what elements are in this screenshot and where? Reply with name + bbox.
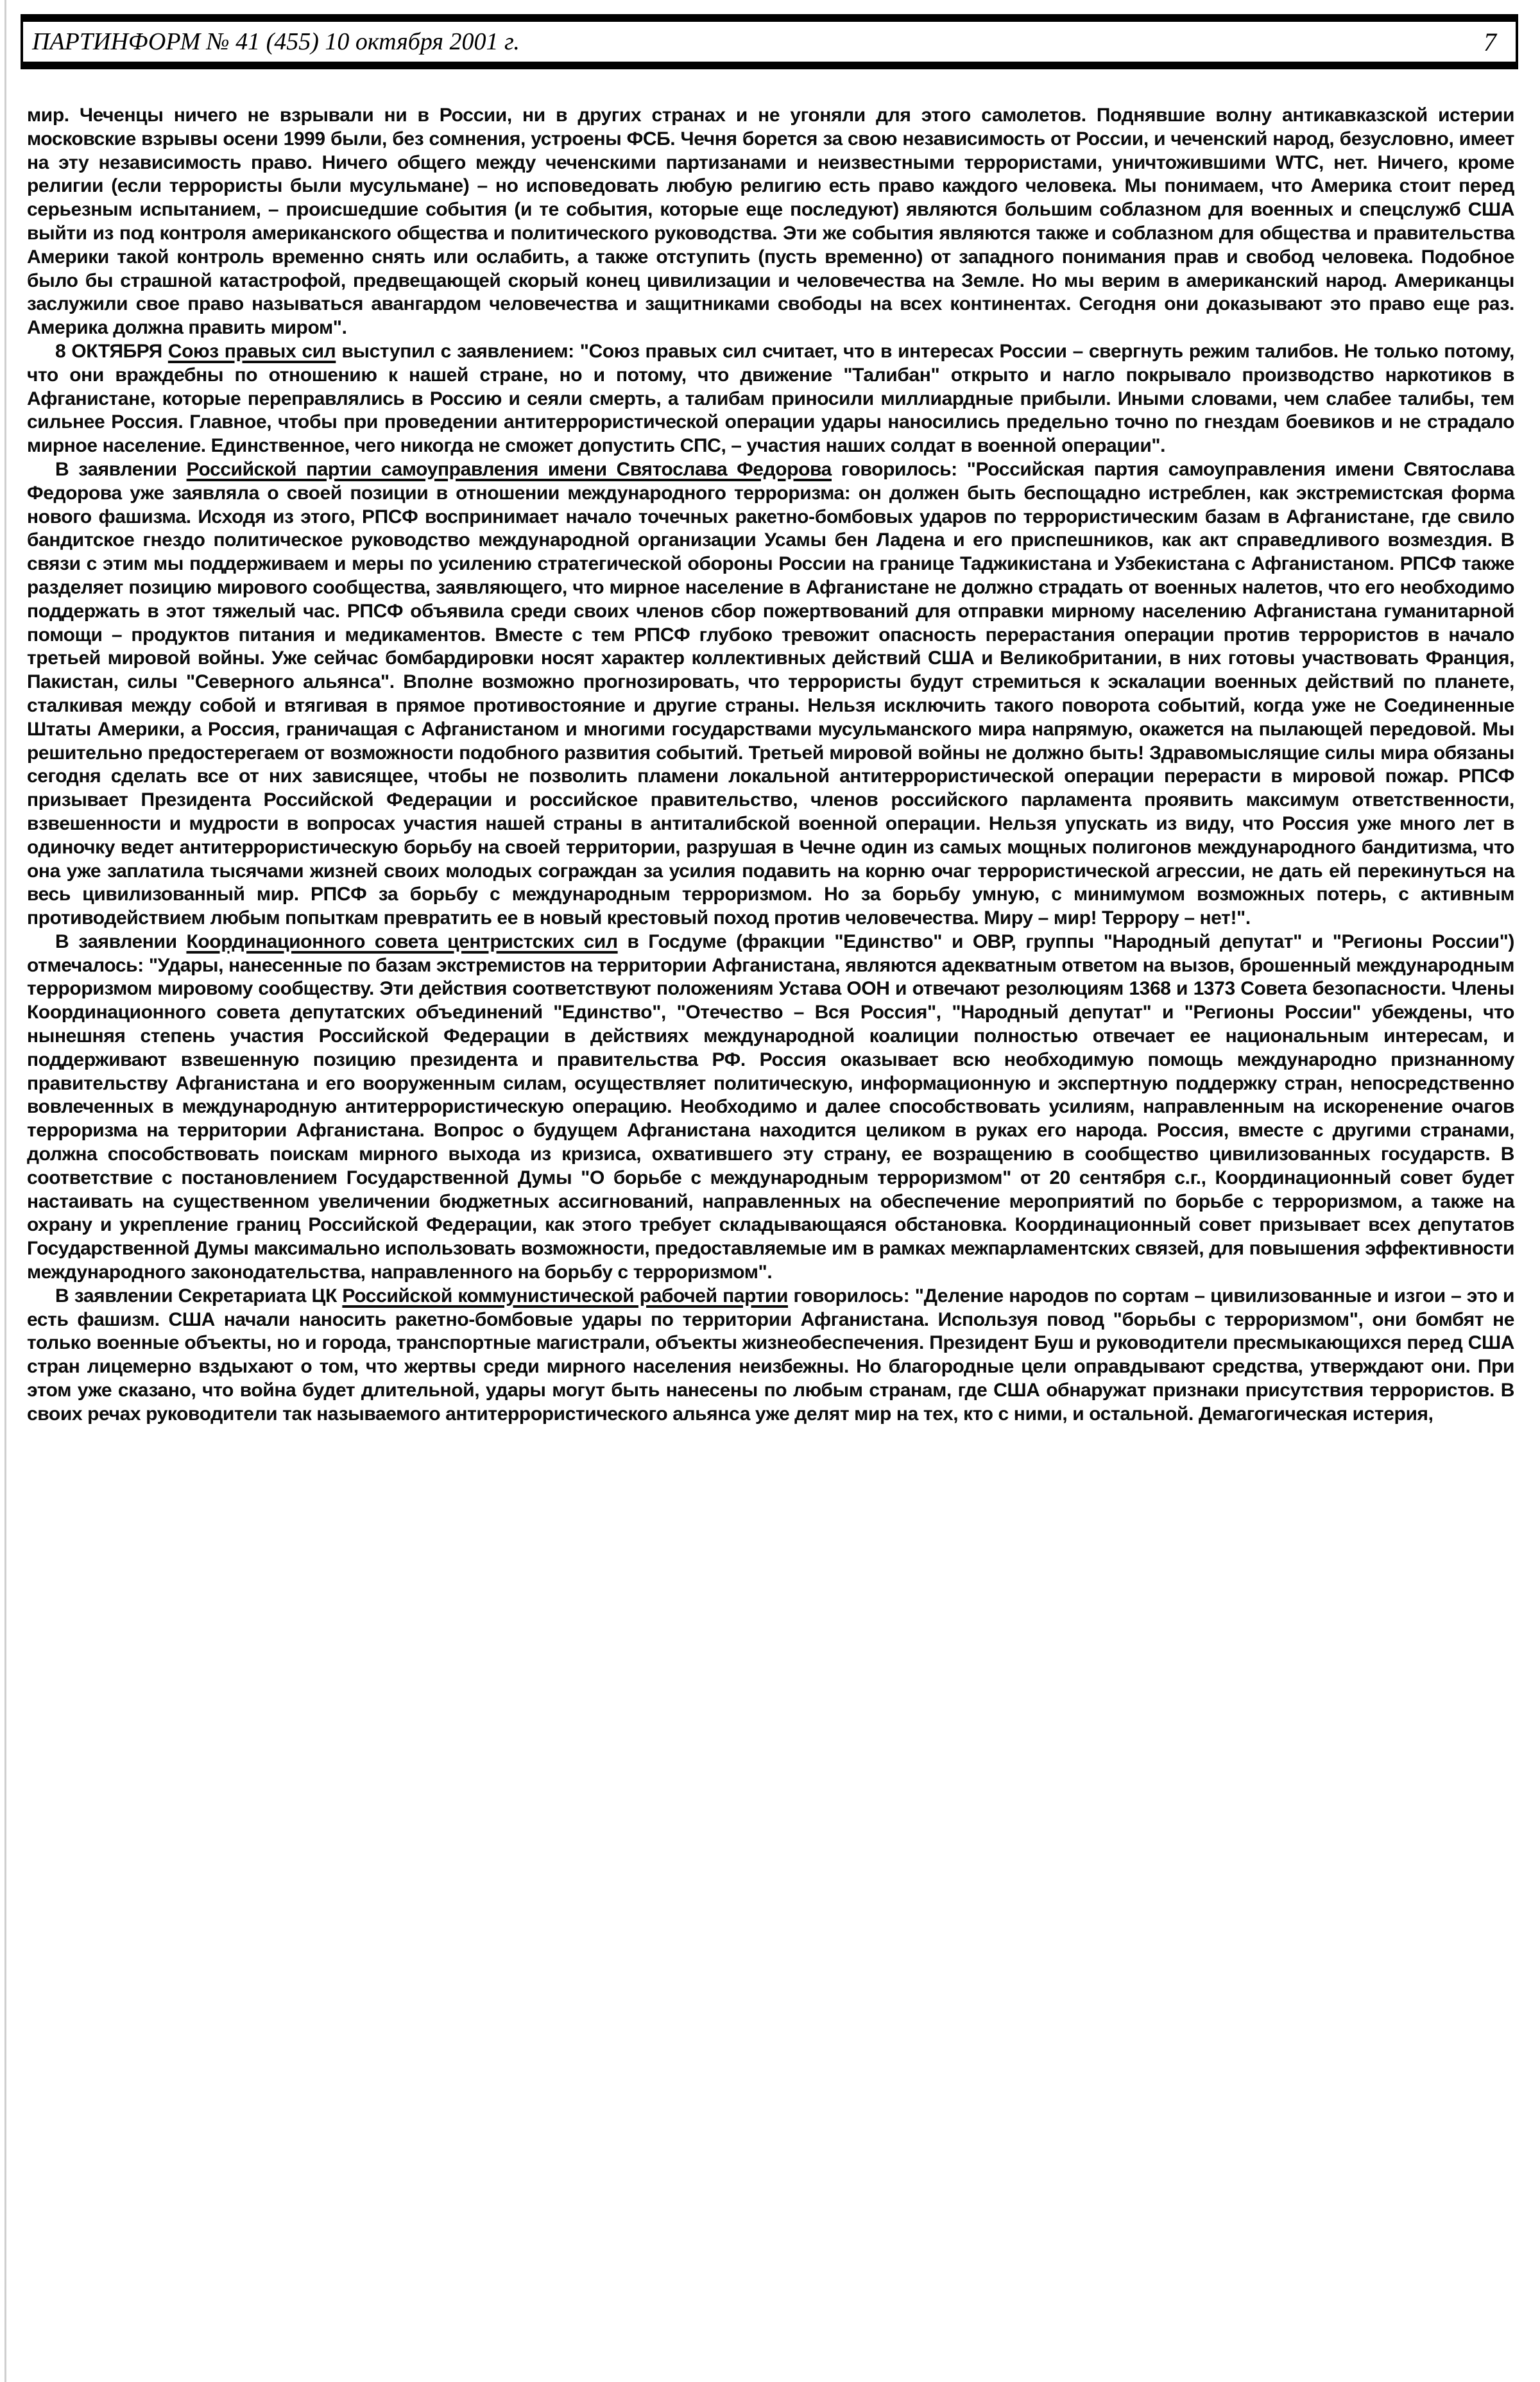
underlined-party-name: Союз правых сил [167, 340, 336, 362]
text-run: говорилось: "Российская партия самоуправления имени Святослава Федорова уже заявляла о своей позиции в отношении международного терроризма: он должен быть беспощадно истреблен, как экстремистская форма нового фашизма. Исходя из этого, РПСФ воспринимает начало точечных ракетно-бомбовых ударов по террористическим базам в Афганистане, где свило бандитское гнездо политическое руководство международной организации Усамы бен Ладена и его приспешников, как акт справедливого возмездия. В связи с этим мы поддерживаем и меры по усилению стратегической обороны России на границе Таджикистана и Узбекистана с Афганистаном. РПСФ также разделяет позицию мирового сообщества, заявляющего, что мирное население в Афганистане не должно страдать от военных налетов, что его необходимо поддержать в этот тяжелый час. РПСФ объявила среди своих членов сбор пожертвований для отправки мирному населению Афганистана гуманитарной помощи – продуктов питания и медикаментов. Вместе с тем РПСФ глубоко тревожит опасность перерастания операции против террористов в начало третьей мировой войны. Уже сейчас бомбардировки носят характер коллективных действий США и Великобритании, в них готовы участвовать Франция, Пакистан, силы "Северного альянса". Вполне возможно прогнозировать, что террористы будут стремиться к эскалации военных действий по планете, сталкивая между собой и втягивая в прямое противостояние и другие страны. Нельзя исключить такого поворота событий, когда уже не Соединенные Штаты Америки, а Россия, граничащая с Афганистаном и многими государствами мусульманского мира напрямую, окажется на пылающей передовой. Мы решительно предостерегаем от возможности подобного развития событий. Третьей мировой войны не должно быть! Здравомыслящие силы мира обязаны сегодня сделать все от них зависящее, чтобы не позволить пламени локальной антитеррористической операции перерасти в мировой пожар. РПСФ призывает Президента Российской Федерации и российское правительство, членов российского парламента проявить максимум ответственности, взвешенности и мудрости в вопросах участия нашей страны в антиталибской военной операции. Нельзя упускать из виду, что Россия уже много лет в одиночку ведет антитеррористическую борьбу на своей территории, разрушая в Чечне один из самых мощных полигонов международного бандитизма, что она уже заплатила тысячами жизней своих молодых сограждан за усилия подавить на корню очаг террористической агрессии, не дать ей перекинуться на весь цивилизованный мир. РПСФ за борьбу с международным терроризмом. Но за борьбу умную, с минимумом возможных потерь, с активным противодействием любым попыткам превратить ее в новый крестовый поход против человечества. Миру – мир! Террору – нет!". [27, 458, 1514, 929]
newsletter-title: ПАРТИНФОРМ № 41 (455) 10 октября 2001 г. [32, 28, 520, 55]
paragraph [27, 458, 1514, 930]
text-run: В заявлении [55, 458, 187, 480]
paragraph [27, 930, 1514, 1285]
underlined-party-name: Российской коммунистической рабочей партии [342, 1285, 788, 1307]
text-run: 8 ОКТЯБРЯ [55, 340, 168, 362]
paragraph [27, 340, 1514, 458]
paragraph [27, 1285, 1514, 1427]
text-run: говорилось: "Деление народов по сортам – цивилизованные и изгои – это и есть фашизм. США начали наносить ракетно-бомбовые удары по территории Афганистана. Используя повод "борьбы с терроризмом", они бомбят не только военные объекты, но и города, транспортные магистрали, объекты жизнеобеспечения. Президент Буш и руководители пресмыкающихся перед США стран лицемерно вздыхают о том, что жертвы среди мирного населения неизбежны. Но благородные цели оправдывают средства, утверждают они. При этом уже сказано, что война будет длительной, удары могут быть нанесены по любым странам, где США обнаружат признаки присутствия террористов. В своих речах руководители так называемого антитеррористического альянса уже делят мир на тех, кто с ними, и остальной. Демагогическая истерия, [27, 1285, 1514, 1425]
underlined-party-name: Российской партии самоуправления имени Святослава Федорова [186, 458, 832, 480]
text-run: выступил с заявлением: "Союз правых сил считает, что в интересах России – свергнуть режим талибов. Не только потому, что они враждебны по отношению к нашей стране, но и потому, что движение "Талибан" открыто и нагло покрывало производство наркотиков в Афганистане, которые переправлялись в Россию и сеяли смерть, а талибам приносили миллиардные прибыли. Иными словами, чем слабее талибы, тем сильнее Россия. Главное, чтобы при проведении антитеррористической операции удары наносились предельно точно по гнездам боевиков и не страдало мирное население. Единственное, чего никогда не сможет допустить СПС, – участия наших солдат в военной операции". [27, 340, 1514, 457]
text-run: мир. Чеченцы ничего не взрывали ни в России, ни в других странах и не угоняли для этого самолетов. Поднявшие волну антикавказской истерии московские взрывы осени 1999 были, без сомнения, устроены ФСБ. Чечня борется за свою независимость от России, и чеченский народ, безусловно, имеет на эту независимость право. Ничего общего между чеченскими партизанами и неизвестными террористами, уничтожившими WTC, нет. Ничего, кроме религии (если террористы были мусульмане) – но исповедовать любую религию есть право каждого человека. Мы понимаем, что Америка стоит перед серьезным испытанием, – происшедшие события (и те события, которые еще последуют) являются большим соблазном для военных и спецслужб США выйти из под контроля американского общества и политического руководства. Эти же события являются также и соблазном для общества и правительства Америки такой контроль временно снять или ослабить, а также отступить (пусть временно) от западного понимания прав и свобод человека. Подобное было бы страшной катастрофой, предвещающей скорый конец цивилизации и человечества на Земле. Но мы верим в американский народ. Американцы заслужили свое право называться авангардом человечества и защитниками свободы на всех континентах. Сегодня они доказывают это право еще раз. Америка должна править миром". [27, 105, 1514, 339]
text-run: В заявлении Секретариата ЦК [55, 1285, 343, 1307]
page-header [21, 14, 1518, 69]
underlined-party-name: Координационного совета центристских сил [186, 930, 618, 952]
text-run: в Госдуме (фракции "Единство" и ОВР, группы "Народный депутат" и "Регионы России") отмечалось: "Удары, нанесенные по базам экстремистов на территории Афганистана, являются адекватным ответом на вызов, брошенный международным терроризмом мировому сообществу. Эти действия соответствуют положениям Устава ООН и отвечают резолюциям 1368 и 1373 Совета безопасности. Члены Координационного совета депутатских объединений "Единство", "Отечество – Вся Россия", "Народный депутат" и "Регионы России" убеждены, что нынешняя степень участия Российской Федерации в действиях международной коалиции полностью отвечает ее национальным интересам, и поддерживают взвешенную позицию президента и правительства РФ. Россия оказывает всю необходимую помощь международно признанному правительству Афганистана и его вооруженным силам, осуществляет политическую, информационную и экспертную поддержку стран, непосредственно вовлеченных в международную антитеррористическую операцию. Необходимо и далее способствовать усилиям, направленным на искоренение очагов терроризма на территории Афганистана. Вопрос о будущем Афганистана находится целиком в руках его народа. Россия, вместе с другими странами, должна способствовать поискам мирного выхода из кризиса, охватившего эту страну, ее возращению в сообщество цивилизованных государств. В соответствие с постановлением Государственной Думы "О борьбе с международным терроризмом" от 20 сентября с.г., Координационный совет будет настаивать на существенном увеличении бюджетных ассигнований, направленных на обеспечение мероприятий по борьбе с терроризмом, а также на охрану и укрепление границ Российской Федерации, как этого требует складывающаяся обстановка. Координационный совет призывает всех депутатов Государственной Думы максимально использовать возможности, предоставляемые им в рамках межпарламентских связей, для повышения эффективности международного законодательства, направленного на борьбу с терроризмом". [27, 930, 1514, 1283]
scan-artifact-line [4, 0, 6, 2382]
text-run: В заявлении [55, 930, 187, 952]
page-number: 7 [1484, 27, 1496, 56]
article-body [27, 104, 1514, 1427]
paragraph [27, 104, 1514, 340]
